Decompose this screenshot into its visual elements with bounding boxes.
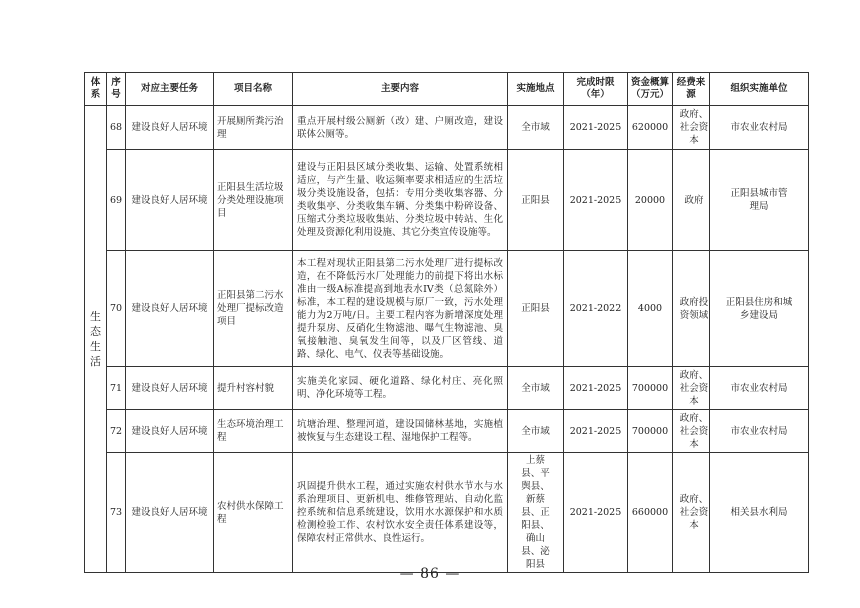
system-cell: 生态生活 [85,106,107,573]
row-no: 68 [107,106,126,150]
header-funds: 资金概算（万元） [628,73,673,106]
row-no: 72 [107,410,126,453]
row-project: 开展厕所粪污治理 [214,106,293,150]
row-funds: 700000 [628,367,673,410]
table-row [85,367,809,410]
table-row [85,453,809,573]
row-deadline: 2021-2025 [564,453,628,573]
row-source: 政府投资领域 [673,251,710,367]
row-deadline: 2021-2025 [564,150,628,251]
row-place: 全市域 [508,106,564,150]
row-content: 本工程对现状正阳县第二污水处理厂进行提标改造，在不降低污水厂处理能力的前提下将出水标准由一级A标准提高到地表水IV类（总氮除外）标准，本工程的建设规模与原厂一致，污水处理能力为2万吨/日。主要工程内容为新增深度处理提升泵房、反硝化生物滤池、曝气生物滤池、臭氧接触池、臭氧发生间等，以及厂区管线、道路、绿化、电气、仪表等基础设施。 [293,251,508,367]
header-system: 体系 [85,73,107,106]
row-source: 政府、社会资本 [673,367,710,410]
row-place: 上蔡县、平舆县、新蔡县、正阳县、确山县、泌阳县 [508,453,564,573]
row-source: 政府 [673,150,710,251]
row-funds: 700000 [628,410,673,453]
header-row [85,73,809,106]
row-unit: 市农业农村局 [710,410,809,453]
row-deadline: 2021-2025 [564,106,628,150]
table-row [85,251,809,367]
row-unit: 正阳县住房和城乡建设局 [710,251,809,367]
row-funds: 660000 [628,453,673,573]
row-task: 建设良好人居环境 [126,367,214,410]
row-no: 69 [107,150,126,251]
header-deadline: 完成时限（年） [564,73,628,106]
header-unit: 组织实施单位 [710,73,809,106]
row-place: 全市域 [508,410,564,453]
row-content: 重点开展村级公厕新（改）建、户厕改造，建设联体公厕等。 [293,106,508,150]
row-no: 71 [107,367,126,410]
row-deadline: 2021-2022 [564,251,628,367]
row-unit: 正阳县城市管理局 [710,150,809,251]
row-project: 农村供水保障工程 [214,453,293,573]
row-content: 建设与正阳县区域分类收集、运输、处置系统相适应，与产生量、收运频率要求相适应的生活垃圾分类设施设备，包括：专用分类收集容器、分类收集亭、分类收集车辆、分类集中粉碎设备、压缩式分类垃圾收集站、分类垃圾中转站、生化处理及资源化利用设施、其它分类宣传设施等。 [293,150,508,251]
row-task: 建设良好人居环境 [126,150,214,251]
header-no: 序号 [107,73,126,106]
row-unit: 相关县水利局 [710,453,809,573]
row-unit: 市农业农村局 [710,106,809,150]
row-content: 实施美化家园、硬化道路、绿化村庄、亮化照明、净化环境等工程。 [293,367,508,410]
row-task: 建设良好人居环境 [126,251,214,367]
header-content: 主要内容 [293,73,508,106]
page-number: — 86 — [399,566,461,582]
row-source: 政府、社会资本 [673,106,710,150]
header-source: 经费来源 [673,73,710,106]
header-place: 实施地点 [508,73,564,106]
row-no: 70 [107,251,126,367]
row-place: 正阳县 [508,150,564,251]
row-source: 政府、社会资本 [673,410,710,453]
header-task: 对应主要任务 [126,73,214,106]
row-task: 建设良好人居环境 [126,453,214,573]
row-task: 建设良好人居环境 [126,410,214,453]
row-unit: 市农业农村局 [710,367,809,410]
row-place: 全市域 [508,367,564,410]
row-place: 正阳县 [508,251,564,367]
table-row [85,106,809,150]
row-task: 建设良好人居环境 [126,106,214,150]
row-content: 坑塘治理、整理河道，建设国储林基地，实施植被恢复与生态建设工程、湿地保护工程等。 [293,410,508,453]
header-project: 项目名称 [214,73,293,106]
row-funds: 620000 [628,106,673,150]
row-funds: 4000 [628,251,673,367]
row-no: 73 [107,453,126,573]
project-table [84,72,809,573]
row-content: 巩固提升供水工程，通过实施农村供水节水与水系治理项目、更新机电、维修管理站、自动化监控系统和信息系统建设，饮用水水源保护和水质检测检验工作、农村饮水安全责任体系建设等，保障农村正常供水、良性运行。 [293,453,508,573]
row-funds: 20000 [628,150,673,251]
row-project: 生态环境治理工程 [214,410,293,453]
row-deadline: 2021-2025 [564,367,628,410]
row-deadline: 2021-2025 [564,410,628,453]
row-source: 政府、社会资本 [673,453,710,573]
row-project: 正阳县第二污水处理厂提标改造项目 [214,251,293,367]
table-row [85,150,809,251]
row-project: 正阳县生活垃圾分类处理设施项目 [214,150,293,251]
table-row [85,410,809,453]
row-project: 提升村容村貌 [214,367,293,410]
